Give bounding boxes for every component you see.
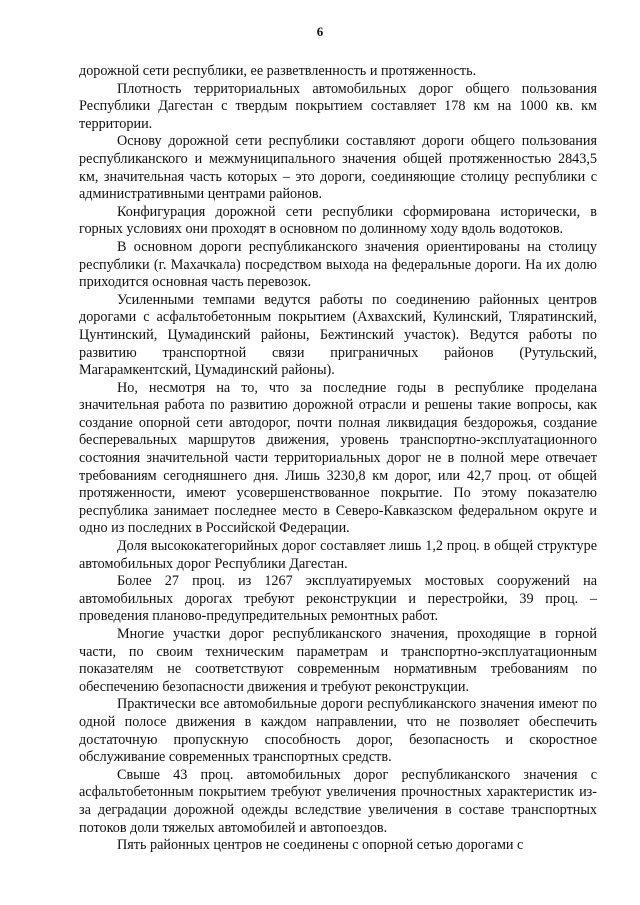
paragraph-road-network-basis: Основу дорожной сети республики составляют дороги общего пользования республиканского и межмуниципального значения общей протяженностью 2843,5 км, значительная часть которых – это дороги, соединяющие столицу республики с административными центрами районов. xyxy=(79,133,597,203)
paragraph-network-condition: Но, несмотря на то, что за последние годы в республике проделана значительная работа по развитию дорожной отрасли и решены такие вопросы, как создание опорной сети автодорог, почти полная ликвидация бездорожья, создание бесперевальных маршрутов движения, уровень транспортно-эксплуатационного состояния значительной части территориальных дорог не в полной мере отвечает требованиям сегодняшнего дня. Лишь 3230,8 км дорог, или 42,7 проц. от общей протяженности, имеют усовершенствованное покрытие. По этому показателю республика занимает последнее место в Северо-Кавказском федеральном округе и одно из последних в Российской Федерации. xyxy=(79,379,597,537)
page-number: 6 xyxy=(316,24,324,39)
document-body xyxy=(79,63,597,855)
paragraph-mountain-sections: Многие участки дорог республиканского значения, проходящие в горной части, по своим техническим параметрам и транспортно-эксплуатационным показателям не соответствуют современным нормативным требованиям по обеспечению безопасности движения и требуют реконструкции. xyxy=(79,626,597,695)
paragraph-capital-orientation: В основном дороги республиканского значения ориентированы на столицу республики (г. Махачкала) посредством выхода на федеральные дороги. На их долю приходится основная часть перевозок. xyxy=(79,238,597,291)
paragraph-district-connections: Усиленными темпами ведутся работы по соединению районных центров дорогами с асфальтобетонным покрытием (Ахвахский, Кулинский, Тляратинский, Цунтинский, Цумадинский районы, Бежтинский участок). Ведутся работы по развитию транспортной связи приграничных районов (Рутульский, Магарамкентский, Цумадинский районы). xyxy=(79,291,597,379)
paragraph-network-configuration: Конфигурация дорожной сети республики сформирована исторически, в горных условиях они проходят в основном по долинному ходу вдоль водотоков. xyxy=(79,203,597,238)
paragraph-pavement-strength: Свыше 43 проц. автомобильных дорог республиканского значения с асфальтобетонным покрытием требуют увеличения прочностных характеристик из-за деградации дорожной одежды вследствие увеличения в составе транспортных потоков доли тяжелых автомобилей и автопоездов. xyxy=(79,766,597,836)
paragraph-unconnected-centers: Пять районных центров не соединены с опорной сетью дорогами с xyxy=(117,837,524,854)
paragraph-lanes: Практически все автомобильные дороги республиканского значения имеют по одной полосе движения в каждом направлении, что не позволяет обеспечить достаточную пропускную способность дорог, безопасность и скоростное обслуживание современных транспортных средств. xyxy=(79,696,597,766)
paragraph-continued: дорожной сети республики, ее разветвленность и протяженность. xyxy=(79,63,477,79)
paragraph-bridges: Более 27 проц. из 1267 эксплуатируемых мостовых сооружений на автомобильных дорогах требуют реконструкции и перестройки, 39 проц. – проведения планово-предупредительных ремонтных работ. xyxy=(79,573,597,625)
paragraph-high-category-share: Доля высококатегорийных дорог составляет лишь 1,2 проц. в общей структуре автомобильных дорог Республики Дагестан. xyxy=(79,538,597,572)
paragraph-road-density: Плотность территориальных автомобильных дорог общего пользования Республики Дагестан с твердым покрытием составляет 178 км на 1000 кв. км территории. xyxy=(79,80,597,132)
